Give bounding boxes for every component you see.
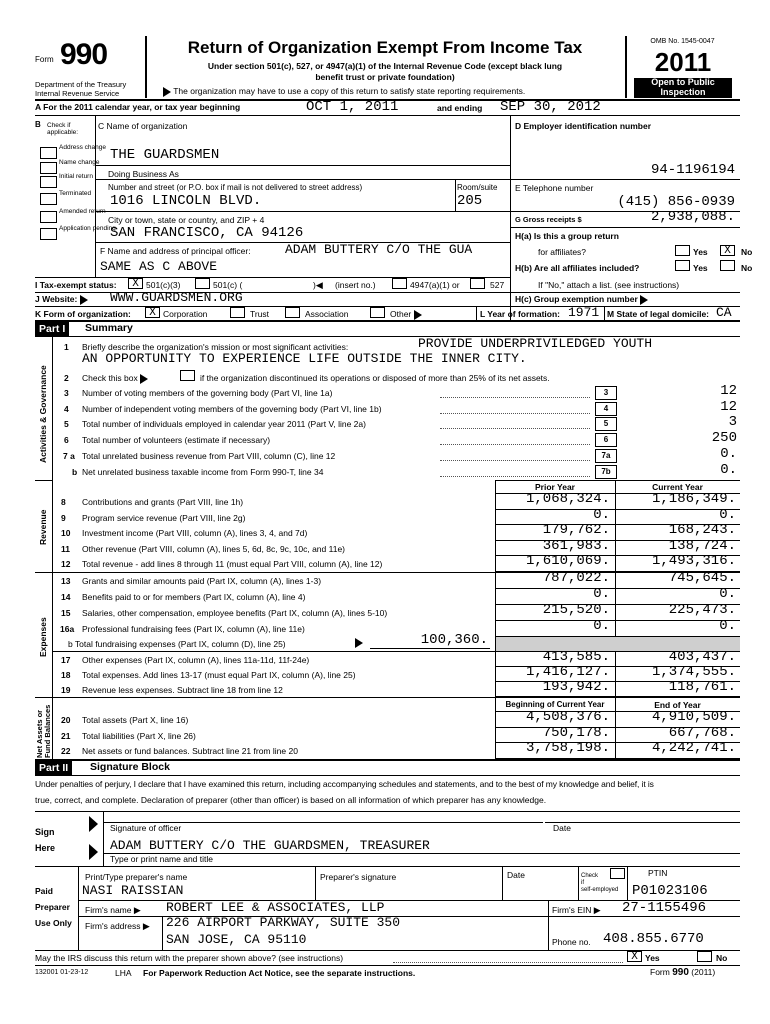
current-year-value[interactable]: 0. <box>719 585 736 602</box>
signature-officer-label: Signature of officer <box>110 823 182 833</box>
association-checkbox[interactable] <box>285 307 300 318</box>
arrow-right-icon: ▶ <box>142 921 150 931</box>
line-label: Other revenue (Part VIII, column (A), lines 5, 6d, 8c, 9c, 10c, and 11e) <box>82 543 345 554</box>
group-return-yes-label: Yes <box>693 247 708 257</box>
section-b-item-label: Initial return <box>59 173 93 180</box>
trust-checkbox[interactable] <box>230 307 245 318</box>
current-year-value[interactable]: 4,242,741. <box>651 740 736 757</box>
gross-receipts-value[interactable]: 2,938,088. <box>650 209 735 225</box>
preparer-name-label: Print/Type preparer's name <box>85 872 188 882</box>
affiliates-yes-checkbox[interactable] <box>675 260 690 271</box>
line-label: Total assets (Part X, line 16) <box>82 715 189 725</box>
form-code: 132001 01-23-12 <box>35 969 89 976</box>
dba-label: Doing Business As <box>108 169 179 179</box>
section-b-checkbox-1[interactable] <box>40 147 57 159</box>
group-exemption-label: H(c) Group exemption number <box>515 294 648 305</box>
line-label: Total liabilities (Part X, line 26) <box>82 730 196 741</box>
ein-label: D Employer identification number <box>515 121 652 131</box>
prior-year-value[interactable]: 413,585. <box>542 649 610 665</box>
line-value[interactable]: 12 <box>720 383 737 399</box>
net-assets-sidebar: Net Assets or Fund Balances <box>35 704 52 758</box>
prior-year-value[interactable]: 215,520. <box>542 601 610 618</box>
officer-name-title[interactable]: ADAM BUTTERY C/O THE GUARDSMEN, TREASURER <box>110 838 430 853</box>
legal-domicile-label: M State of legal domicile: <box>607 309 710 319</box>
omb-number: OMB No. 1545-0047 <box>650 38 715 45</box>
line-box-label: 5 <box>595 417 617 431</box>
status-4947-checkbox[interactable] <box>392 278 407 289</box>
affiliates-yes-label: Yes <box>693 263 708 273</box>
line-label: Other expenses (Part IX, column (A), lines 11a-11d, 11f-24e) <box>82 655 310 665</box>
perjury-statement-2: true, correct, and complete. Declaration of preparer (other than officer) is based on all information of which preparer has any knowledge. <box>35 795 547 805</box>
sign-label: Sign <box>35 827 55 837</box>
org-name-value[interactable]: THE GUARDSMEN <box>110 147 220 163</box>
line-label: Grants and similar amounts paid (Part IX, column (A), lines 1-3) <box>82 576 322 586</box>
website-value[interactable]: WWW.GUARDSMEN.ORG <box>110 290 243 305</box>
line-number: 20 <box>61 715 71 725</box>
section-b-checkbox-3[interactable] <box>40 176 57 188</box>
leader-dots <box>440 397 590 398</box>
here-label: Here <box>35 843 56 853</box>
city-label: City or town, state or country, and ZIP + 4 <box>108 215 265 225</box>
preparer-label: Preparer <box>35 902 70 912</box>
prior-year-value[interactable]: 1,068,324. <box>525 491 610 507</box>
line-number: 10 <box>61 528 71 539</box>
line-number: 9 <box>61 512 66 523</box>
line-number: 6 <box>64 435 69 446</box>
self-employed-checkbox[interactable] <box>610 868 625 879</box>
line-number: b <box>72 466 78 477</box>
perjury-statement-1: Under penalties of perjury, I declare that I have examined this return, including accompanying schedules and statements, and to the best of my knowledge and belief, it is <box>35 779 654 789</box>
section-b-checkbox-6[interactable] <box>40 228 57 240</box>
line-number: 7 a <box>63 450 75 461</box>
tax-year-badge: 2011 <box>654 47 712 77</box>
other-checkbox[interactable] <box>370 307 385 318</box>
leader-dots <box>440 444 590 445</box>
prior-year-header: Prior Year <box>534 482 575 492</box>
line-value[interactable]: 12 <box>720 398 737 415</box>
sign-here-arrows-icon <box>88 812 100 864</box>
open-to-public-badge: Open to Public Inspection <box>634 78 732 98</box>
paid-label: Paid <box>35 886 53 896</box>
line-value[interactable]: 0. <box>720 461 737 478</box>
line-value[interactable]: 0. <box>720 445 737 462</box>
preparer-name-value[interactable]: NASI RAISSIAN <box>82 883 184 898</box>
room-label: Room/suite <box>457 183 498 192</box>
activities-governance-sidebar: Activities & Governance <box>38 365 48 463</box>
line-label: Total revenue - add lines 8 through 11 (must equal Part VIII, column (A), line 12) <box>82 559 383 570</box>
phone-value[interactable]: (415) 856-0939 <box>617 194 735 210</box>
check-if-label: Check if <box>47 122 71 129</box>
line-box-label: 4 <box>595 402 617 416</box>
line-number: 22 <box>61 746 71 757</box>
corporation-checkbox[interactable]: X <box>145 307 160 318</box>
leader-dots <box>440 428 590 429</box>
street-label: Number and street (or P.O. box if mail is not delivered to street address) <box>108 183 363 192</box>
line-number: 15 <box>61 607 71 618</box>
discuss-yes-label: Yes <box>645 953 660 963</box>
line-label: Net unrelated business taxable income from Form 990-T, line 34 <box>82 466 324 477</box>
line-box-label: 6 <box>595 433 617 447</box>
prior-year-value[interactable]: 1,416,127. <box>525 664 610 680</box>
firm-address-line-1[interactable]: 226 AIRPORT PARKWAY, SUITE 350 <box>166 915 401 930</box>
arrow-right-icon: ▶ <box>593 905 601 915</box>
arrow-right-icon <box>640 295 648 305</box>
tax-year-label: A For the 2011 calendar year, or tax year beginning <box>35 102 241 112</box>
prior-year-value[interactable]: 0. <box>593 585 610 602</box>
status-527-label: 527 <box>490 280 505 290</box>
revenue-sidebar: Revenue <box>38 509 48 545</box>
prior-year-value[interactable]: 179,762. <box>542 522 610 539</box>
form-reference: Form 990 (2011) <box>650 967 716 978</box>
org-name-label: C Name of organization <box>98 121 188 131</box>
street-value[interactable]: 1016 LINCOLN BLVD. <box>110 193 262 209</box>
leader-dots <box>440 413 590 414</box>
current-year-value[interactable]: 168,243. <box>668 522 736 539</box>
discuss-no-label: No <box>716 953 728 963</box>
section-b-item-label: Terminated <box>59 190 92 197</box>
signature-date-label: Date <box>553 823 571 833</box>
section-b-item-label: Address change <box>59 144 106 151</box>
trust-label: Trust <box>250 309 270 319</box>
line-16b-value[interactable]: 100,360. <box>420 632 488 648</box>
firm-ein-label: Firm's EIN ▶ <box>552 905 601 915</box>
type-name-label: Type or print name and title <box>110 854 214 864</box>
status-4947-label: 4947(a)(1) or <box>410 280 460 290</box>
group-return-label-2: for affiliates? <box>538 247 587 257</box>
applicable-label: applicable: <box>47 129 79 136</box>
gross-receipts-label: G Gross receipts $ <box>515 215 582 224</box>
leader-dots <box>440 460 590 461</box>
line-number: 19 <box>61 685 71 695</box>
line-box-label: 7b <box>595 465 617 479</box>
preparer-signature-label: Preparer's signature <box>320 872 397 882</box>
phone-label: E Telephone number <box>515 183 594 193</box>
prior-year-value[interactable]: 1,610,069. <box>525 553 610 570</box>
line-2-number: 2 <box>64 373 69 383</box>
current-year-value[interactable]: 1,374,555. <box>651 664 736 680</box>
tax-exempt-status-label: I Tax-exempt status: <box>35 280 117 290</box>
line-label: Net assets or fund balances. Subtract line 21 from line 20 <box>82 746 298 757</box>
arrow-left-icon: ◀ <box>315 280 323 290</box>
line-box-label: 3 <box>595 386 617 400</box>
dept-line-1: Department of the Treasury <box>35 80 127 89</box>
line-box-label: 7a <box>595 449 617 463</box>
line-label: Revenue less expenses. Subtract line 18 from line 12 <box>82 685 283 695</box>
line-1-number: 1 <box>64 342 69 352</box>
form-title: Return of Organization Exempt From Income Tax <box>187 38 583 57</box>
section-b-item-label: Name change <box>59 159 100 166</box>
mission-value[interactable]: PROVIDE UNDERPRIVILEDGED YOUTH <box>418 336 653 351</box>
prior-year-value[interactable]: 0. <box>593 506 610 523</box>
line-number: 16a <box>60 623 75 634</box>
status-501c-checkbox[interactable] <box>195 278 210 289</box>
lha-label: LHA <box>115 968 132 978</box>
current-year-value[interactable]: 225,473. <box>668 601 736 618</box>
firm-name-label: Firm's name ▶ <box>85 905 141 915</box>
part-1-title: Summary <box>85 322 133 334</box>
form-number: 990 <box>60 38 108 71</box>
line-label: Total number of individuals employed in calendar year 2011 (Part V, line 2a) <box>82 419 366 430</box>
end-of-year-header: End of Year <box>654 700 701 710</box>
current-year-value[interactable]: 138,724. <box>668 537 736 554</box>
arrow-right-icon <box>80 295 88 305</box>
group-return-yes-checkbox[interactable] <box>675 245 690 256</box>
form-subtitle-1: Under section 501(c), 527, or 4947(a)(1) of the Internal Revenue Code (except black lung <box>207 61 563 71</box>
form-word: Form <box>35 55 54 64</box>
ptin-label: PTIN <box>648 868 668 878</box>
group-return-label: H(a) Is this a group return <box>515 231 619 241</box>
arrow-right-icon <box>140 374 148 384</box>
insert-no-label: (insert no.) <box>335 280 376 290</box>
group-return-no-label: No <box>741 247 753 257</box>
current-year-value[interactable]: 667,768. <box>668 724 736 741</box>
line-label: Program service revenue (Part VIII, line 2g) <box>82 512 246 523</box>
part-2-title: Signature Block <box>90 761 170 773</box>
paperwork-notice: For Paperwork Reduction Act Notice, see the separate instructions. <box>143 968 416 978</box>
status-501c-close: )◀ <box>313 280 323 290</box>
affiliates-included-label: H(b) Are all affiliates included? <box>515 263 640 273</box>
part-1-label: Part I <box>35 322 69 336</box>
firm-ein-value[interactable]: 27-1155496 <box>622 900 707 916</box>
line-number: 8 <box>61 497 66 507</box>
org-form-label: K Form of organization: <box>35 309 131 319</box>
current-year-value[interactable]: 0. <box>719 506 736 523</box>
current-year-header: Current Year <box>652 482 703 492</box>
line-value[interactable]: 3 <box>728 414 737 431</box>
line-number: 18 <box>61 670 71 680</box>
section-b-checkbox-4[interactable] <box>40 193 57 205</box>
arrow-right-icon: ▶ <box>133 905 141 915</box>
tax-year-end[interactable]: SEP 30, 2012 <box>500 99 601 115</box>
line-label: Total unrelated business revenue from Part VIII, column (C), line 12 <box>82 450 336 461</box>
discontinued-checkbox[interactable] <box>180 370 195 381</box>
current-year-value[interactable]: 0. <box>719 617 736 634</box>
irs-discuss-question: May the IRS discuss this return with the preparer shown above? (see instructions) <box>35 953 344 963</box>
status-527-checkbox[interactable] <box>470 278 485 289</box>
line-2-label: Check this box <box>82 373 148 384</box>
line-label: Number of independent voting members of the governing body (Part VI, line 1b) <box>82 403 382 414</box>
prior-year-value[interactable]: 750,178. <box>542 724 610 741</box>
line-label: Total number of volunteers (estimate if necessary) <box>82 435 271 446</box>
formation-year-value[interactable]: 1971 <box>568 305 600 320</box>
tax-year-begin[interactable]: OCT 1, 2011 <box>306 99 399 115</box>
section-b-item-label: Amended return <box>59 208 106 215</box>
line-label: Total expenses. Add lines 13-17 (must equal Part IX, column (A), line 25) <box>82 670 356 680</box>
tax-year-ending-label: and ending <box>437 103 483 113</box>
affiliates-no-label: No <box>741 263 753 273</box>
section-b-letter: B <box>35 120 41 129</box>
line-number: 11 <box>61 543 70 554</box>
attach-list-note: If "No," attach a list. (see instructions) <box>538 280 680 290</box>
line-number: 17 <box>61 655 71 665</box>
line-1-label: Briefly describe the organization's mission or most significant activities: <box>82 342 349 352</box>
officer-label: F Name and address of principal officer: <box>100 246 251 256</box>
formation-year-label: L Year of formation: <box>480 309 560 319</box>
website-label: J Website: <box>35 294 88 305</box>
line-number: 13 <box>61 576 71 586</box>
dept-line-2: Internal Revenue Service <box>35 89 120 98</box>
line-label: Salaries, other compensation, employee benefits (Part IX, column (A), lines 5-10) <box>82 607 388 618</box>
ptin-value[interactable]: P01023106 <box>632 883 708 899</box>
self-employed-label: Check if self-employed <box>581 873 619 893</box>
legal-domicile-value[interactable]: CA <box>716 305 732 320</box>
room-value[interactable]: 205 <box>457 193 483 209</box>
firm-address-line-2[interactable]: SAN JOSE, CA 95110 <box>166 932 307 947</box>
discuss-yes-checkbox[interactable]: X <box>627 951 642 962</box>
preparer-date-label: Date <box>507 870 525 880</box>
section-b-item-label: Application pending <box>59 225 116 232</box>
discuss-no-checkbox[interactable] <box>697 951 712 962</box>
arrow-right-icon <box>355 637 363 648</box>
line-number: 4 <box>64 403 69 414</box>
phone-no-label: Phone no. <box>552 937 591 947</box>
use-only-label: Use Only <box>35 918 72 928</box>
prior-year-value[interactable]: 787,022. <box>542 570 610 586</box>
leader-dots <box>440 476 590 477</box>
mission-value-line-2[interactable]: AN OPPORTUNITY TO EXPERIENCE LIFE OUTSIDE THE INNER CITY. <box>82 351 527 366</box>
part-2-label: Part II <box>35 761 72 775</box>
prior-year-value[interactable]: 361,983. <box>542 537 610 554</box>
section-b-checkbox-2[interactable] <box>40 162 57 174</box>
officer-value-line-2[interactable]: SAME AS C ABOVE <box>100 259 218 274</box>
firm-name-value[interactable]: ROBERT LEE & ASSOCIATES, LLP <box>166 900 385 915</box>
firm-address-label: Firm's address ▶ <box>85 921 150 931</box>
line-number: 5 <box>64 419 69 430</box>
preparer-phone-value[interactable]: 408.855.6770 <box>603 931 704 947</box>
arrow-right-icon <box>414 310 422 320</box>
current-year-value[interactable]: 403,437. <box>668 649 736 665</box>
line-number: 14 <box>61 591 71 602</box>
officer-value[interactable]: ADAM BUTTERY C/O THE GUA <box>285 242 473 257</box>
current-year-value[interactable]: 1,493,316. <box>651 553 736 570</box>
arrow-right-icon <box>163 87 171 97</box>
line-2-rest: if the organization discontinued its operations or disposed of more than 25% of its net assets. <box>200 373 550 383</box>
expenses-sidebar: Expenses <box>38 617 48 657</box>
state-reporting-note: The organization may have to use a copy of this return to satisfy state reporting requirements. <box>163 86 525 97</box>
status-501c-label: 501(c) ( <box>213 280 243 290</box>
current-year-value[interactable]: 1,186,349. <box>651 491 736 507</box>
line-label: Benefits paid to or for members (Part IX, column (A), line 4) <box>82 591 306 602</box>
line-value[interactable]: 250 <box>711 430 737 447</box>
city-value[interactable]: SAN FRANCISCO, CA 94126 <box>110 225 304 241</box>
prior-year-value[interactable]: 4,508,376. <box>525 709 610 725</box>
section-b-checkbox-5[interactable] <box>40 211 57 223</box>
status-501c3-checkbox[interactable]: X <box>128 278 143 289</box>
corporation-label: Corporation <box>163 309 208 319</box>
form-subtitle-2: benefit trust or private foundation) <box>315 72 455 82</box>
line-number: 3 <box>64 388 69 398</box>
prior-year-value[interactable]: 3,758,198. <box>525 740 610 757</box>
line-label: Investment income (Part VIII, column (A), lines 3, 4, and 7d) <box>82 528 308 539</box>
current-year-value[interactable]: 4,910,509. <box>651 709 736 725</box>
group-return-no-checkbox[interactable]: X <box>720 245 735 256</box>
line-number: 21 <box>61 730 71 741</box>
prior-year-value[interactable]: 193,942. <box>542 679 610 695</box>
current-year-value[interactable]: 118,761. <box>668 679 736 695</box>
line-label: Number of voting members of the governing body (Part VI, line 1a) <box>82 388 333 398</box>
association-label: Association <box>305 309 349 319</box>
line-number: 12 <box>61 559 71 570</box>
ein-value[interactable]: 94-1196194 <box>650 162 735 178</box>
other-label: Other <box>390 309 422 320</box>
current-year-value[interactable]: 745,645. <box>668 570 736 586</box>
line-16b-label: b Total fundraising expenses (Part IX, column (D), line 25) <box>68 639 286 649</box>
prior-year-value[interactable]: 0. <box>593 617 610 634</box>
beginning-year-header: Beginning of Current Year <box>505 700 605 709</box>
line-label: Contributions and grants (Part VIII, line 1h) <box>82 497 244 507</box>
line-label: Professional fundraising fees (Part IX, column (A), line 11e) <box>82 623 305 634</box>
affiliates-no-checkbox[interactable] <box>720 260 735 271</box>
status-501c3-label: 501(c)(3) <box>146 280 181 290</box>
